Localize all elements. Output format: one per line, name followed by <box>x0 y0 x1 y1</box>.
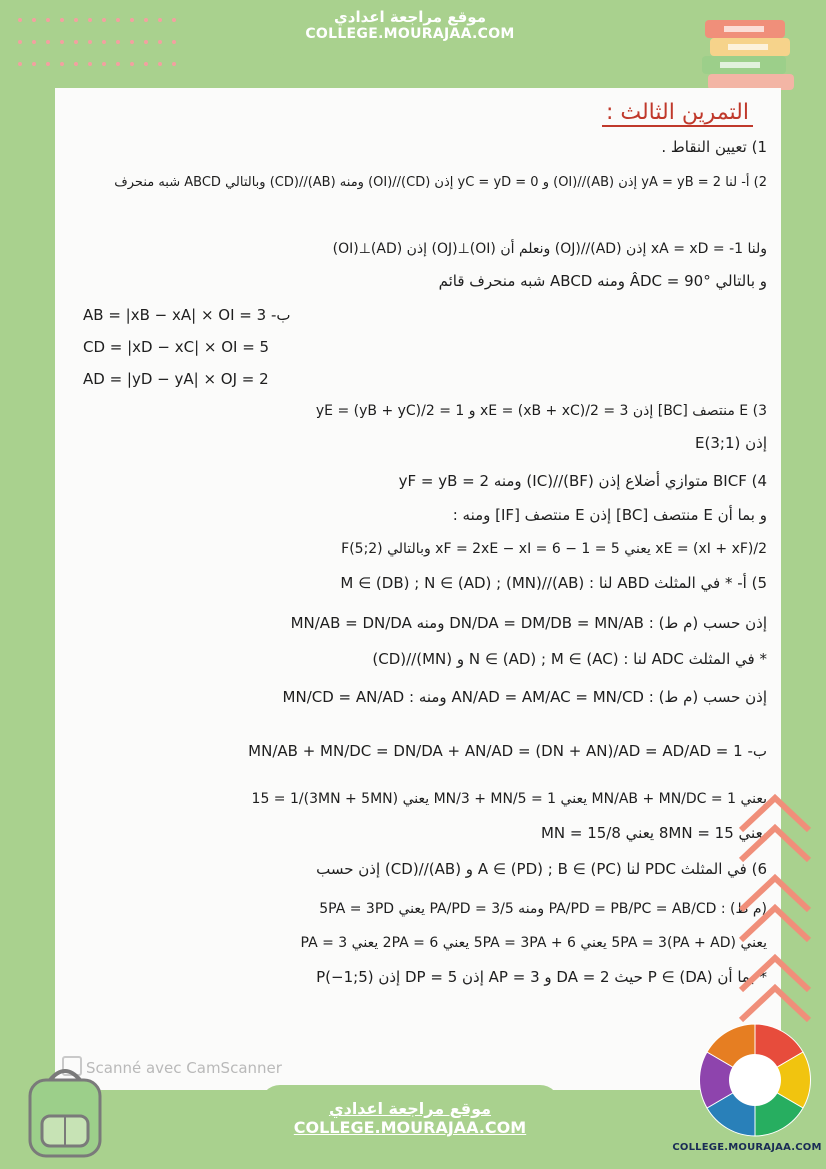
scanned-page <box>55 88 781 1090</box>
doc-line-10: 4) BICF متوازي أضلاع إذن (BF)//(IC) ومنه yF = yB = 2 <box>398 472 767 490</box>
decorative-dots <box>18 18 198 84</box>
doc-line-8: 3) E منتصف [BC] إذن xE = (xB + xC)/2 = 3 و yE = (yB + yC)/2 = 1 <box>315 403 767 419</box>
doc-line-9: إذن E(3;1) <box>695 434 767 452</box>
doc-line-3: ولنا xA = xD = -1 إذن (AD)//(OJ) ونعلم أن (OI)⊥(OJ) إذن (AD)⊥(OI) <box>332 241 767 257</box>
doc-line-22: يعني 5PA = 3(PA + AD) يعني 5PA = 3PA + 6 يعني 2PA = 6 يعني PA = 3 <box>300 935 767 951</box>
doc-line-20: 6) في المثلث PDC لنا A ∈ (PD) ; B ∈ (PC) و (AB)//(CD) إذن حسب <box>316 860 767 878</box>
doc-line-16: إذن حسب (م ط) : AN/AD = AM/AC = MN/CD ومنه : MN/CD = AN/AD <box>282 688 767 706</box>
doc-line-4: و بالتالي ÂDC = 90° ومنه ABCD شبه منحرف قائم <box>438 272 767 290</box>
doc-line-6: CD = |xD − xC| × OI = 5 <box>83 338 270 356</box>
doc-line-2: 2) أ- لنا yA = yB = 2 إذن (AB)//(OI) و yC = yD = 0 إذن (CD)//(OI) ومنه (AB)//(CD) وبالتالي ABCD شبه منحرف <box>114 175 767 190</box>
doc-line-13: 5) أ- * في المثلث ABD لنا : M ∈ (DB) ; N ∈ (AD) ; (MN)//(AB) <box>340 574 767 592</box>
subjects-wheel-logo-icon <box>695 1020 815 1140</box>
bottom-site-banner[interactable] <box>260 1085 560 1155</box>
exercise-title: التمرين الثالث : <box>602 100 753 127</box>
top-site-banner[interactable] <box>265 0 555 58</box>
backpack-icon <box>20 1060 110 1160</box>
camscanner-text: Scanné avec CamScanner <box>86 1059 282 1077</box>
doc-line-18: يعني MN/AB + MN/DC = 1 يعني MN/3 + MN/5 = 1 يعني (3MN + 5MN)/15 = 1 <box>251 791 767 807</box>
top-site-name-arabic: موقع مراجعة اعدادي <box>334 8 486 26</box>
bottom-site-name-arabic: موقع مراجعة اعدادي <box>328 1099 492 1118</box>
doc-line-19: يعني 8MN = 15 يعني MN = 15/8 <box>540 824 767 842</box>
doc-line-1: 1) تعيين النقاط . <box>661 138 767 156</box>
doc-line-21: (م ط) : PA/PD = PB/PC = AB/CD ومنه PA/PD = 3/5 يعني 5PA = 3PD <box>319 901 767 917</box>
doc-line-15: * في المثلث ADC لنا : N ∈ (AD) ; M ∈ (AC) و (MN)//(CD) <box>372 650 767 668</box>
doc-line-14: إذن حسب (م ط) : DN/DA = DM/DB = MN/AB ومنه MN/AB = DN/DA <box>290 614 767 632</box>
books-icon <box>700 14 800 94</box>
bottom-site-url[interactable]: COLLEGE.MOURAJAA.COM <box>293 1118 527 1137</box>
doc-line-12: xE = (xI + xF)/2 يعني xF = 2xE − xI = 6 − 1 = 5 وبالتالي F(5;2) <box>341 541 767 557</box>
doc-line-23: * بما أن P ∈ (DA) حيث DA = 2 و AP = 3 إذن DP = 5 إذن P(−1;5) <box>316 968 767 986</box>
doc-line-11: و بما أن E منتصف [BC] إذن E منتصف [IF] ومنه : <box>452 506 767 524</box>
top-site-url[interactable]: COLLEGE.MOURAJAA.COM <box>305 26 515 42</box>
doc-line-17: ب- MN/AB + MN/DC = DN/DA + AN/AD = (DN + AN)/AD = AD/AD = 1 <box>248 742 767 760</box>
logo-site-url[interactable]: COLLEGE.MOURAJAA.COM <box>672 1142 822 1153</box>
doc-line-5: ب- AB = |xB − xA| × OI = 3 <box>83 306 291 324</box>
doc-line-7: AD = |yD − yA| × OJ = 2 <box>83 370 269 388</box>
